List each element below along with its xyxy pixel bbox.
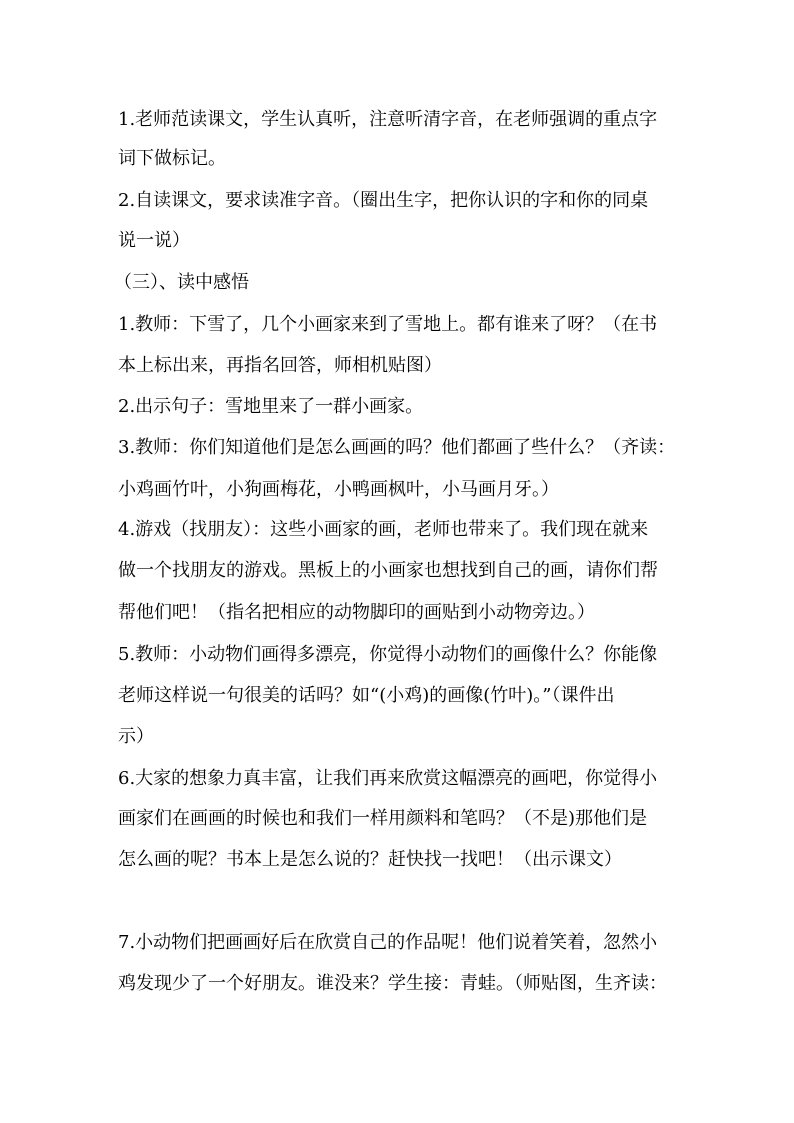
text-line: 小鸡画竹叶，小狗画梅花，小鸭画枫叶，小马画月牙。） [118,479,559,500]
text-line: 老师这样说一句很美的话吗？如“(小鸡)的画像(竹叶)。”（课件出 [118,685,615,706]
text-line: 本上标出来，再指名回答，师相机贴图） [118,355,442,376]
text-line: 做一个找朋友的游戏。黑板上的小画家也想找到自己的画，请你们帮 [118,560,658,581]
text-line: 2.自读课文，要求读准字音。（圈出生字，把你认识的字和你的同桌 [118,190,649,211]
text-line: 说一说） [118,230,190,251]
text-line: 1.老师范读课文，学生认真听，注意听清字音，在老师强调的重点字 [118,109,658,130]
text-line: 5.教师：小动物们画得多漂亮，你觉得小动物们的画像什么？你能像 [118,644,658,665]
text-line: 示） [118,726,154,747]
text-line: 3.教师：你们知道他们是怎么画画的吗？他们都画了些什么？（齐读： [118,437,676,458]
text-line: 鸡发现少了一个好朋友。谁没来？学生接：青蛙。（师贴图，生齐读： [118,973,667,994]
text-line: 2.出示句子：雪地里来了一群小画家。 [118,396,424,417]
text-line: 帮他们吧！（指名把相应的动物脚印的画贴到小动物旁边。） [118,602,595,623]
text-line: 词下做标记。 [118,148,226,169]
text-line: 怎么画的呢？书本上是怎么说的？赶快找一找吧！（出示课文） [118,849,622,870]
section-heading: （三）、读中感悟 [114,272,249,293]
text-line: 6.大家的想象力真丰富，让我们再来欣赏这幅漂亮的画吧，你觉得小 [118,768,658,789]
text-line: 1.教师：下雪了，几个小画家来到了雪地上。都有谁来了呀？（在书 [118,314,658,335]
text-line: 7.小动物们把画画好后在欣赏自己的作品呢！他们说着笑着，忽然小 [118,932,658,953]
text-line: 画家们在画画的时候也和我们一样用颜料和笔吗？（不是)那他们是 [118,808,648,829]
text-line: 4.游戏（找朋友）：这些小画家的画，老师也带来了。我们现在就来 [118,519,649,540]
